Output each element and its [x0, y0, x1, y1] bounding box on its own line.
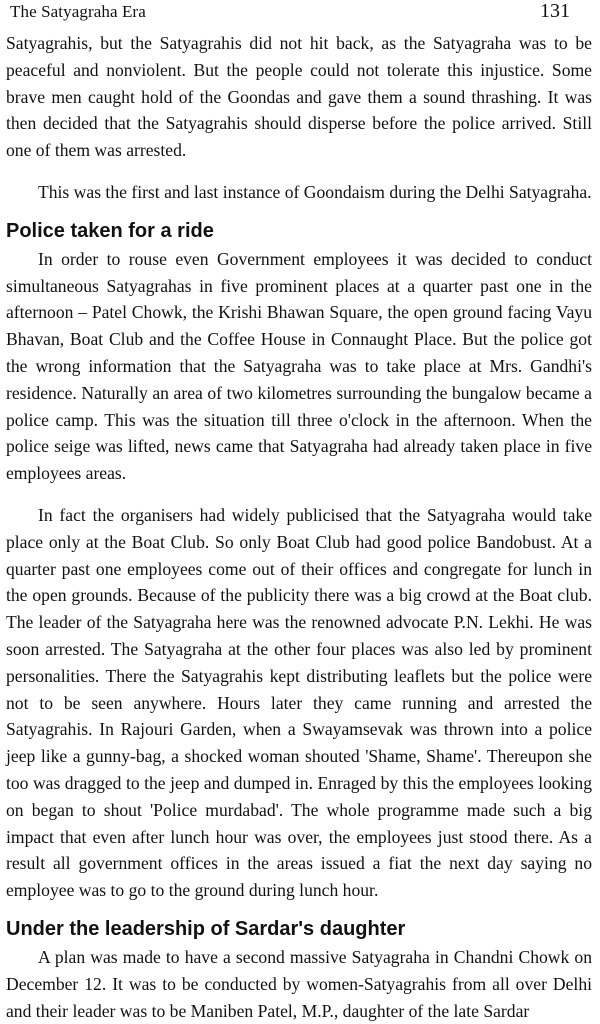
page-header — [6, 0, 592, 30]
running-title: The Satyagraha Era — [10, 2, 146, 21]
paragraph-gap — [6, 164, 592, 179]
paragraph: A plan was made to have a second massive Satyagraha in Chandni Chowk on December 12. It was to be conducted by women-Satyagrahis from all over Delhi and their leader was to be Maniben Patel, M.P., daughter of the late Sardar — [6, 946, 592, 1021]
section-heading: Police taken for a ride — [6, 219, 214, 242]
paragraph: In order to rouse even Government employees it was decided to conduct simultaneous Satyagrahas in five prominent places at a quarter past one in the afternoon – Patel Chowk, the Krishi Bhawan Square, the open ground facing Vayu Bhavan, Boat Club and the Coffee House in Connaught Place. But the police got the wrong information that the Satyagraha was to take place at Mrs. Gandhi's residence. Naturally an area of two kilometres surrounding the bungalow became a police camp. This was the situation till three o'clock in the afternoon. When the police seige was lifted, news came that Satyagraha had already taken place in five employees areas. — [6, 248, 592, 484]
paragraph: This was the first and last instance of Goondaism during the Delhi Satyagraha. — [38, 181, 592, 202]
paragraph: In fact the organisers had widely publicised that the Satyagraha would take place only at the Boat Club. So only Boat Club had good police Bandobust. At a quarter past one employees come out of their offices and congregate for lunch in the open grounds. Because of the publicity there was a big crowd at the Boat club. The leader of the Satyagraha here was the renowned advocate P.N. Lekhi. He was soon arrested. The Satyagraha at the other four places was also led by prominent personalities. There the Satyagrahis kept distributing leaflets but the police were not to be seen anywhere. Hours later they came running and arrested the Satyagrahis. In Rajouri Garden, when a Swayamsevak was thrown into a police jeep like a gunny-bag, a shocked woman shouted 'Shame, Shame'. Thereupon she too was dragged to the jeep and dumped in. Enraged by this the employees looking on began to shout 'Police murdabad'. The whole programme made such a big impact that even after lunch hour was over, the employees just stood there. As a result all government offices in the areas issued a fiat the next day saying no employee was to go to the ground during lunch hour. — [6, 504, 592, 901]
page-number: 131 — [540, 0, 570, 22]
paragraph-gap — [6, 487, 592, 502]
section-heading: Under the leadership of Sardar's daughter — [6, 917, 406, 940]
paragraph: Satyagrahis, but the Satyagrahis did not hit back, as the Satyagraha was to be peaceful and nonviolent. But the people could not tolerate this injustice. Some brave men caught hold of the Goondas and gave them a sound thrashing. It was then decided that the Satyagrahis should disperse before the police arrived. Still one of them was arrested. — [6, 33, 592, 161]
